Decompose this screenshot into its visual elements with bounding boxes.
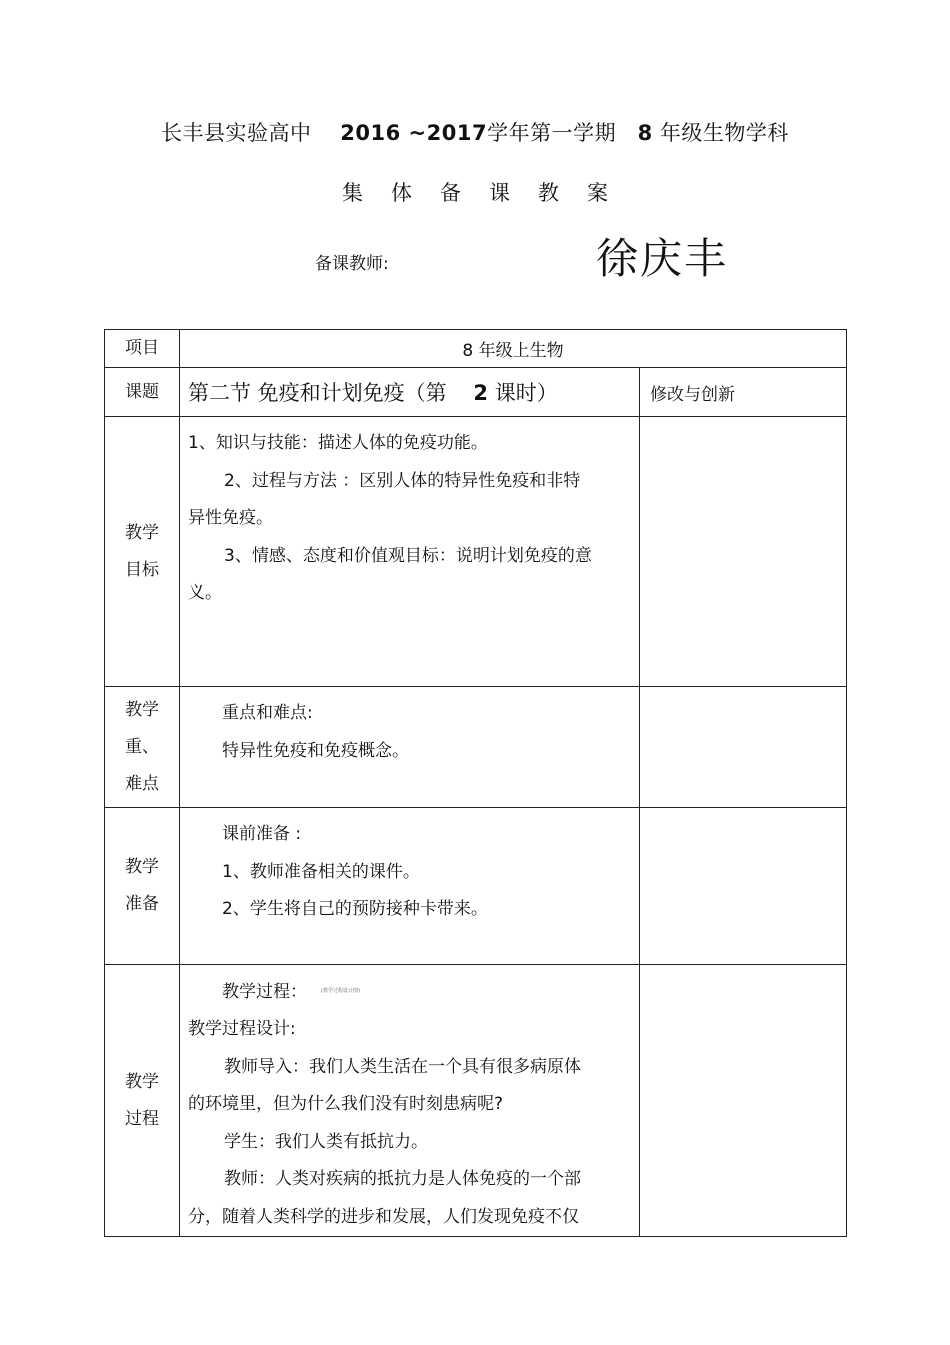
lesson-plan-table [104, 329, 847, 1237]
process-line: 教学过程设计: [188, 1019, 296, 1040]
process-content [180, 965, 640, 1237]
process-line: 的环境里，但为什么我们没有时刻患病呢? [188, 1094, 504, 1115]
grade-subject: 年级生物学科 [659, 121, 789, 145]
process-label-line: 过程 [125, 1108, 159, 1129]
document-title [0, 117, 950, 147]
process-line: 教师导入：我们人类生活在一个具有很多病原体 [224, 1056, 581, 1077]
process-line: 学生：我们人类有抵抗力。 [224, 1131, 428, 1152]
term: 学年第一学期 [487, 121, 617, 145]
key-label-line: 难点 [125, 773, 159, 794]
goals-label-line: 教学 [125, 522, 159, 543]
table-row-goals [105, 417, 847, 687]
table-row-process [105, 965, 847, 1237]
process-line: 分，随着人类科学的进步和发展，人们发现免疫不仅 [188, 1206, 579, 1227]
process-label-line: 教学 [125, 1071, 159, 1092]
grade-number: 8 [637, 121, 653, 145]
key-title: 重点和难点: [222, 703, 313, 723]
prep-item: 2、学生将自己的预防接种卡带来。 [222, 899, 488, 919]
school-years: 2016 ~2017 [340, 121, 488, 145]
table-row-project [105, 330, 847, 368]
process-label [105, 965, 180, 1237]
topic-label: 课题 [105, 368, 180, 417]
key-content [180, 687, 640, 808]
goal-line: 异性免疫。 [188, 508, 273, 528]
project-value: 8 年级上生物 [180, 330, 847, 368]
table-row-topic [105, 368, 847, 417]
teacher-name: 徐庆丰 [596, 234, 729, 283]
process-edit-cell [640, 965, 847, 1237]
goal-line: 1、知识与技能：描述人体的免疫功能。 [188, 433, 488, 453]
teacher-label: 备课教师: [315, 254, 389, 274]
key-label-line: 教学 [125, 699, 159, 720]
process-tiny-note: (教学过程设计图) [321, 988, 360, 994]
key-label-line: 重、 [125, 736, 159, 757]
table-row-key-points [105, 687, 847, 808]
prep-content [180, 808, 640, 965]
process-line: 教师：人类对疾病的抵抗力是人体免疫的一个部 [224, 1169, 581, 1190]
topic-value [180, 368, 640, 417]
key-label [105, 687, 180, 808]
process-title-text: 教学过程： [222, 981, 307, 1002]
key-text: 特异性免疫和免疫概念。 [222, 740, 409, 761]
project-label: 项目 [105, 330, 180, 368]
prep-label-line: 教学 [125, 857, 159, 877]
table-row-preparation [105, 808, 847, 965]
process-title [188, 973, 629, 1011]
goal-line: 2、过程与方法 ：区别人体的特异性免疫和非特 [224, 470, 581, 491]
prep-label [105, 808, 180, 965]
school-name: 长丰县实验高中 [161, 121, 312, 145]
key-edit-cell [640, 687, 847, 808]
goal-line: 义。 [188, 583, 222, 603]
topic-suffix: 课时） [494, 381, 558, 405]
goals-edit-cell [640, 417, 847, 687]
goals-label-line: 目标 [125, 559, 159, 580]
prep-title: 课前准备 : [222, 824, 302, 844]
goal-line: 3、情感、态度和价值观目标：说明计划免疫的意 [224, 545, 592, 566]
prep-item: 1、教师准备相关的课件。 [222, 861, 420, 882]
topic-prefix: 第二节 免疫和计划免疫（第 [188, 381, 447, 405]
topic-number: 2 [473, 381, 489, 405]
goals-content [180, 417, 640, 687]
edit-label: 修改与创新 [640, 368, 847, 417]
prep-label-line: 准备 [125, 894, 159, 914]
document-subtitle: 集体备课教案 [342, 181, 636, 205]
goals-label [105, 417, 180, 687]
prep-edit-cell [640, 808, 847, 965]
